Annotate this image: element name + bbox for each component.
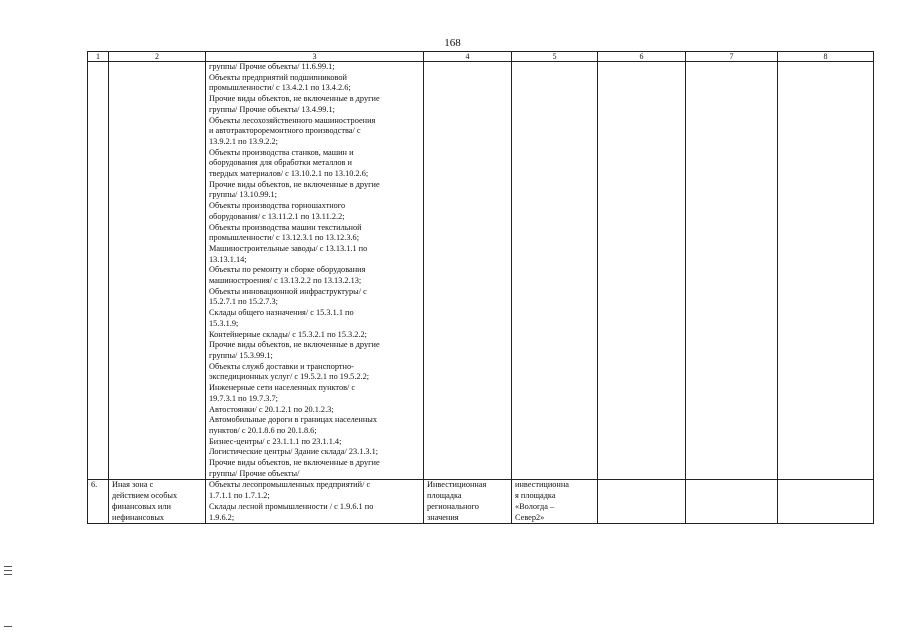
object-line: Машиностроительные заводы/ с 13.13.1.1 по xyxy=(209,243,368,253)
header-row xyxy=(88,52,874,62)
platform-name-line: «Вологда – xyxy=(515,501,555,511)
object-line: Контейнерные склады/ с 15.3.2.1 по 15.3.2.2; xyxy=(209,329,367,339)
object-line: Объекты служб доставки и транспортно- xyxy=(209,361,354,371)
cell-objects-list xyxy=(206,62,424,480)
margin-mark xyxy=(4,570,12,571)
object-line: 1.7.1.1 по 1.7.1.2; xyxy=(209,491,270,501)
object-line: 1.9.6.2; xyxy=(209,512,235,522)
object-line: пунктов/ с 20.1.8.6 по 20.1.8.6; xyxy=(209,425,317,435)
margin-mark xyxy=(4,626,12,627)
object-line: Автостоянки/ с 20.1.2.1 по 20.1.2.3; xyxy=(209,404,334,414)
cell-col8 xyxy=(778,480,874,524)
object-line: группы/ 13.10.99.1; xyxy=(209,190,277,200)
cell-col4 xyxy=(424,62,512,480)
object-line: Объекты лесохозяйственного машиностроения xyxy=(209,115,376,125)
object-line: группы/ Прочие объекты/ 11.6.99.1; xyxy=(209,62,335,71)
margin-mark xyxy=(4,566,12,567)
cell-col7 xyxy=(686,480,778,524)
header-cell-4: 4 xyxy=(424,52,512,62)
object-line: Объекты инновационной инфраструктуры/ с xyxy=(209,286,367,296)
object-line: группы/ Прочие объекты/ 13.4.99.1; xyxy=(209,104,335,114)
object-line: машиностроения/ с 13.13.2.2 по 13.13.2.13; xyxy=(209,276,362,286)
platform-type-line: Инвестиционная xyxy=(427,480,487,490)
document-table xyxy=(87,51,874,524)
object-line: Объекты предприятий подшипниковой xyxy=(209,72,347,82)
object-line: Объекты производства станков, машин и xyxy=(209,147,354,157)
object-line: Объекты производства машин текстильной xyxy=(209,222,362,232)
platform-name-line: я площадка xyxy=(515,491,556,501)
object-line: Склады лесной промышленности / с 1.9.6.1 по xyxy=(209,501,374,511)
object-line: Инженерные сети населенных пунктов/ с xyxy=(209,383,356,393)
object-line: и автотракторoремонтного производства/ с xyxy=(209,126,361,136)
cell-col8 xyxy=(778,62,874,480)
header-cell-1: 1 xyxy=(88,52,109,62)
cell-col6 xyxy=(598,480,686,524)
object-line: Бизнес-центры/ с 23.1.1.1 по 23.1.1.4; xyxy=(209,436,342,446)
object-line: группы/ 15.3.99.1; xyxy=(209,350,273,360)
cell-col5 xyxy=(512,62,598,480)
object-line: Объекты лесопромышленных предприятий/ с xyxy=(209,480,371,490)
platform-type xyxy=(424,480,512,524)
cell-zone xyxy=(109,62,206,480)
object-line: промышленности/ с 13.12.3.1 по 13.12.3.6; xyxy=(209,233,360,243)
object-line: 15.2.7.1 по 15.2.7.3; xyxy=(209,297,278,307)
page-number: 168 xyxy=(444,37,461,49)
object-line: Прочие виды объектов, не включенные в другие xyxy=(209,340,380,350)
cell-col6 xyxy=(598,62,686,480)
header-cell-8: 8 xyxy=(778,52,874,62)
object-line: Объекты по ремонту и сборке оборудования xyxy=(209,265,366,275)
row-number: 6. xyxy=(88,480,109,524)
object-line: 13.13.1.14; xyxy=(209,254,247,264)
platform-type-line: регионального xyxy=(427,501,479,511)
zone-line: нефинансовых xyxy=(112,512,165,522)
object-line: Прочие виды объектов, не включенные в другие xyxy=(209,94,380,104)
objects-list xyxy=(209,62,420,479)
margin-mark xyxy=(4,574,12,575)
object-line: оборудования для обработки металлов и xyxy=(209,158,352,168)
platform-type-line: площадка xyxy=(427,491,462,501)
header-cell-6: 6 xyxy=(598,52,686,62)
object-line: 13.9.2.1 по 13.9.2.2; xyxy=(209,136,278,146)
object-line: промышленности/ с 13.4.2.1 по 13.4.2.6; xyxy=(209,83,351,93)
object-line: Объекты производства горношахтного xyxy=(209,201,346,211)
object-line: Прочие виды объектов, не включенные в другие xyxy=(209,458,380,468)
cell-num xyxy=(88,62,109,480)
object-line: Автомобильные дороги в границах населенных xyxy=(209,415,378,425)
table-row-continuation xyxy=(88,62,874,480)
cell-col7 xyxy=(686,62,778,480)
object-line: 19.7.3.1 по 19.7.3.7; xyxy=(209,393,278,403)
object-line: группы/ Прочие объекты/ xyxy=(209,468,300,478)
table-row-6 xyxy=(88,480,874,524)
objects-cell xyxy=(206,480,424,524)
object-line: экспедиционных услуг/ с 19.5.2.1 по 19.5.2.2; xyxy=(209,372,370,382)
platform-name-line: Север2» xyxy=(515,512,545,522)
platform-name xyxy=(512,480,598,524)
zone-name xyxy=(109,480,206,524)
object-line: Склады общего назначения/ с 15.3.1.1 по xyxy=(209,308,354,318)
zone-line: финансовых или xyxy=(112,501,171,511)
header-cell-2: 2 xyxy=(109,52,206,62)
object-line: оборудования/ с 13.11.2.1 по 13.11.2.2; xyxy=(209,211,345,221)
header-cell-3: 3 xyxy=(206,52,424,62)
platform-name-line: инвестиционна xyxy=(515,480,569,490)
header-cell-5: 5 xyxy=(512,52,598,62)
object-line: твердых материалов/ с 13.10.2.1 по 13.10.2.6; xyxy=(209,169,369,179)
object-line: 15.3.1.9; xyxy=(209,318,239,328)
zone-line: Иная зона с xyxy=(112,480,154,490)
zone-line: действием особых xyxy=(112,491,178,501)
object-line: Прочие виды объектов, не включенные в другие xyxy=(209,179,380,189)
object-line: Логистические центры/ Здание склада/ 23.1.3.1; xyxy=(209,447,379,457)
header-cell-7: 7 xyxy=(686,52,778,62)
platform-type-line: значения xyxy=(427,512,459,522)
